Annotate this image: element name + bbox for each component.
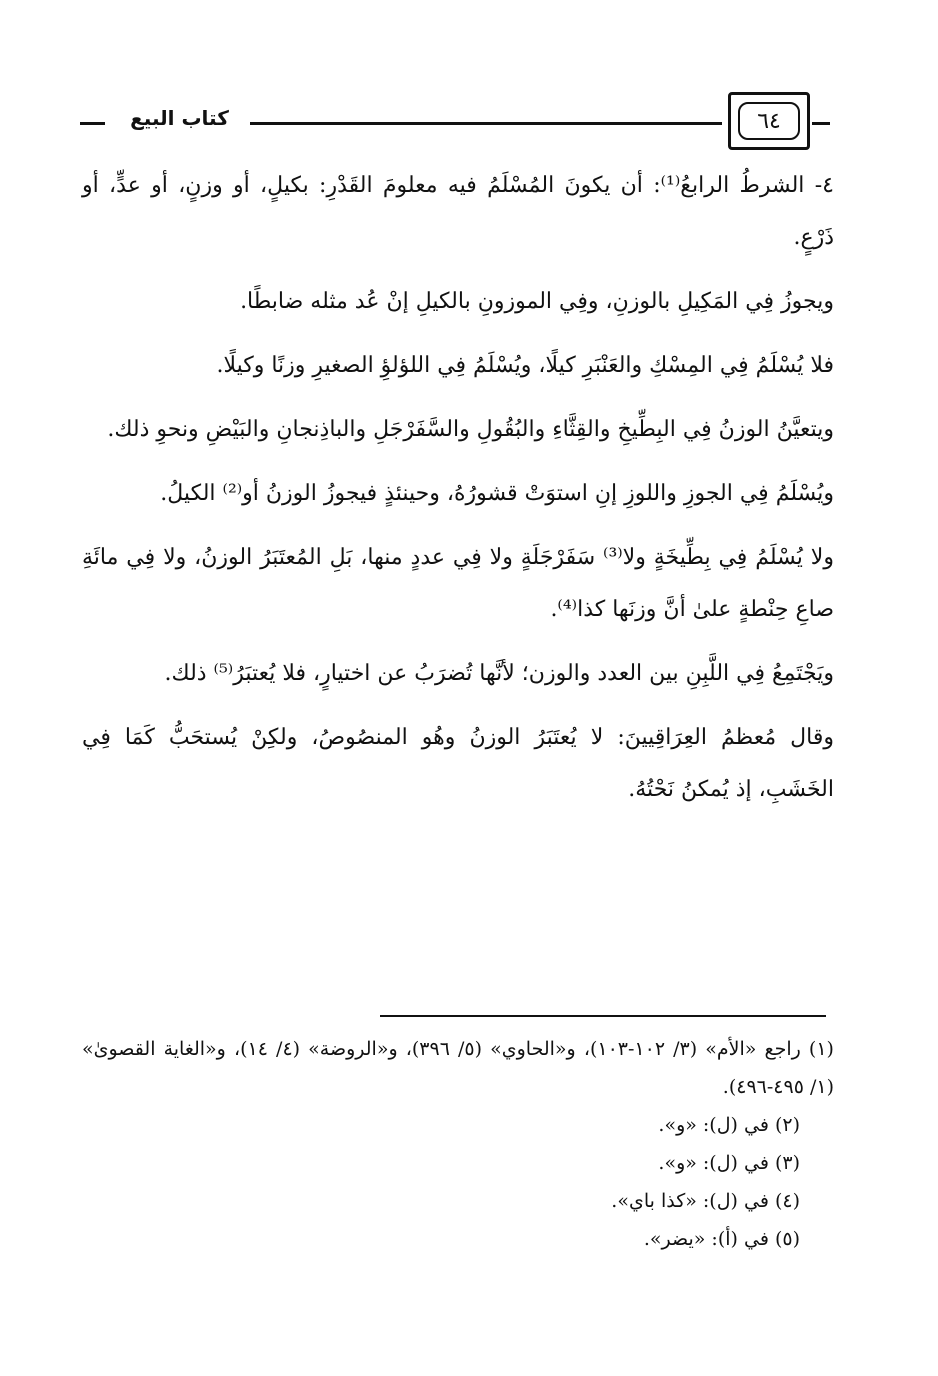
footnote-2: (٢) في (ل): «و». <box>658 1114 800 1136</box>
footnote-3: (٣) في (ل): «و». <box>658 1152 800 1174</box>
paragraph-walnut-almond: ويُسْلَمُ فِي الجوزِ واللوزِ إنِ استوَتْ قشورُهُ، وحينئذٍ فيجوزُ الوزنُ أو⁽²⁾ الكيلُ. <box>160 481 834 506</box>
running-title: كتاب البيع <box>130 106 229 130</box>
paragraph-bricks: ويَجْتَمِعُ فِي اللَّبِنِ بين العدد والوزن؛ لأنَّها تُضرَبُ عن اختيارٍ، فلا يُعتبَرُ⁽⁵⁾ ذلك. <box>164 661 834 686</box>
header-rule <box>250 122 722 125</box>
paragraph-musk-ambergris: فلا يُسْلَمُ فِي المِسْكِ والعَنْبَرِ كيلًا، ويُسْلَمُ فِي اللؤلؤِ الصغيرِ وزنًا وكيلًا. <box>216 353 834 378</box>
paragraph-iraqi-scholars: وقال مُعظمُ العِرَاقِيينَ: لا يُعتَبَرُ الوزنُ وهُو المنصُوصُ، ولكِنْ يُستحَبُّ كَمَا فِي الخَشَبِ، إذ يُمكنُ نَحْتُهُ. <box>82 725 834 802</box>
header-dash-left <box>80 122 105 125</box>
main-text <box>82 160 834 828</box>
footnote-1: (١) راجع «الأم» (٣/ ١٠٢-١٠٣)، و«الحاوي» (٥/ ٣٩٦)، و«الروضة» (٤/ ١٤)، و«الغاية القصوىٰ» (١/ ٤٩٥-٤٩٦). <box>82 1038 834 1098</box>
footnote-separator <box>380 1015 826 1017</box>
page-number: ٦٤ <box>738 102 800 140</box>
footnotes <box>82 1030 834 1258</box>
footnote-5: (٥) في (أ): «يضر». <box>643 1228 800 1250</box>
page-header <box>80 92 830 162</box>
paragraph-condition-four: ٤- الشرطُ الرابعُ⁽¹⁾: أن يكونَ المُسْلَمُ فيه معلومَ القَدْرِ: بكيلٍ، أو وزنٍ، أو عدٍّ، أو ذَرْعٍ. <box>82 173 834 250</box>
page-number-frame <box>728 92 810 150</box>
footnote-4: (٤) في (ل): «كذا باي». <box>611 1190 800 1212</box>
paragraph-weight-required: ويتعيَّنُ الوزنُ فِي البِطِّيخِ والقِثَّاءِ والبُقُولِ والسَّفَرْجَلِ والباذِنجانِ والبَيْضِ ونحوِ ذلك. <box>107 417 834 442</box>
paragraph-single-melon: ولا يُسْلَمُ فِي بِطِّيخَةٍ ولا⁽³⁾ سَفَرْجَلَةٍ ولا فِي عددٍ منها، بَلِ المُعتَبَرُ الوزنُ، ولا فِي مائَةِ صاعِ حِنْطةٍ علىٰ أنَّ وزنَها كذا⁽⁴⁾. <box>82 545 834 622</box>
header-dash-right <box>812 122 830 125</box>
paragraph-measured-by-weight: ويجوزُ فِي المَكِيلِ بالوزنِ، وفِي الموزونِ بالكيلِ إنْ عُد مثله ضابطًا. <box>240 289 834 314</box>
